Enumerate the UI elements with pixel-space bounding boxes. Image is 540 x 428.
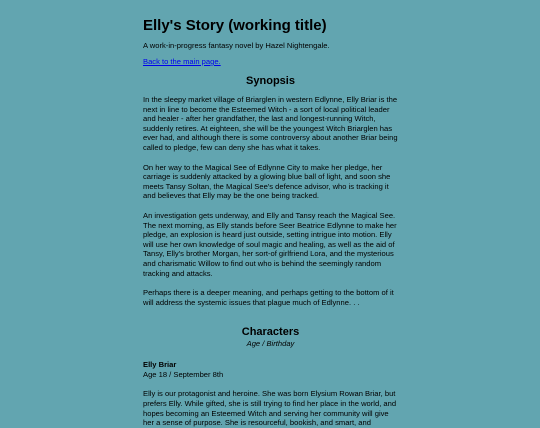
synopsis-paragraph: Perhaps there is a deeper meaning, and perhaps getting to the bottom of it will address the systemic issues that plague much of Edlynne. . .: [143, 288, 394, 307]
character-description: Elly is our protagonist and heroine. She was born Elysium Rowan Briar, but prefers Elly. While gifted, she is still trying to find her place in the world, and hopes becoming an Esteemed Witch and serving her community will give her a sense of purpose. She is resourceful, bookish, and smart, and: [143, 389, 397, 428]
page-subtitle: A work-in-progress fantasy novel by Hazel Nightengale.: [143, 41, 330, 50]
synopsis-paragraph: On her way to the Magical See of Edlynne City to make her pledge, her carriage is suddenly attacked by a glowing blue ball of light, and soon she meets Tansy Soltan, the Magical See's defence advisor, who is tracking it and believes that Elly may be the one being tracked.: [143, 162, 391, 201]
synopsis-heading: Synopsis: [246, 75, 295, 87]
character-age: Age 18 / September 8th: [143, 369, 224, 379]
synopsis-paragraph: An investigation gets underway, and Elly and Tansy reach the Magical See. The next morning, as Elly stands before Seer Beatrice Edlynne to make her pledge, an explosion is heard just outside, setting intrigue into motion. Elly will use her own knowledge of soul magic and healing, as well as the aid of Tansy, Elly's brother Morgan, her sort-of girlfriend Lora, and the mysterious and charismatic Willow to find out who is behind the seemingly random tracking and attacks.: [143, 210, 397, 278]
back-to-main-link[interactable]: Back to the main page.: [143, 57, 221, 66]
main-content: [143, 17, 398, 428]
characters-section: [143, 325, 398, 428]
synopsis-paragraph: In the sleepy market village of Briarglen in western Edlynne, Elly Briar is the next in line to become the Esteemed Witch - a sort of local political leader and healer - after her grandfather, the last and longest-running Witch, suddenly retires. At eighteen, she will be the youngest Witch Briarglen has ever had, and although there is some controversy about another Briar being called to pledge, few can deny she has what it takes.: [143, 95, 398, 152]
character-name: Elly Briar: [143, 360, 177, 370]
page-title: Elly's Story (working title): [143, 17, 327, 34]
characters-heading: Characters: [241, 326, 300, 339]
characters-legend: Age / Birthday: [246, 339, 295, 349]
